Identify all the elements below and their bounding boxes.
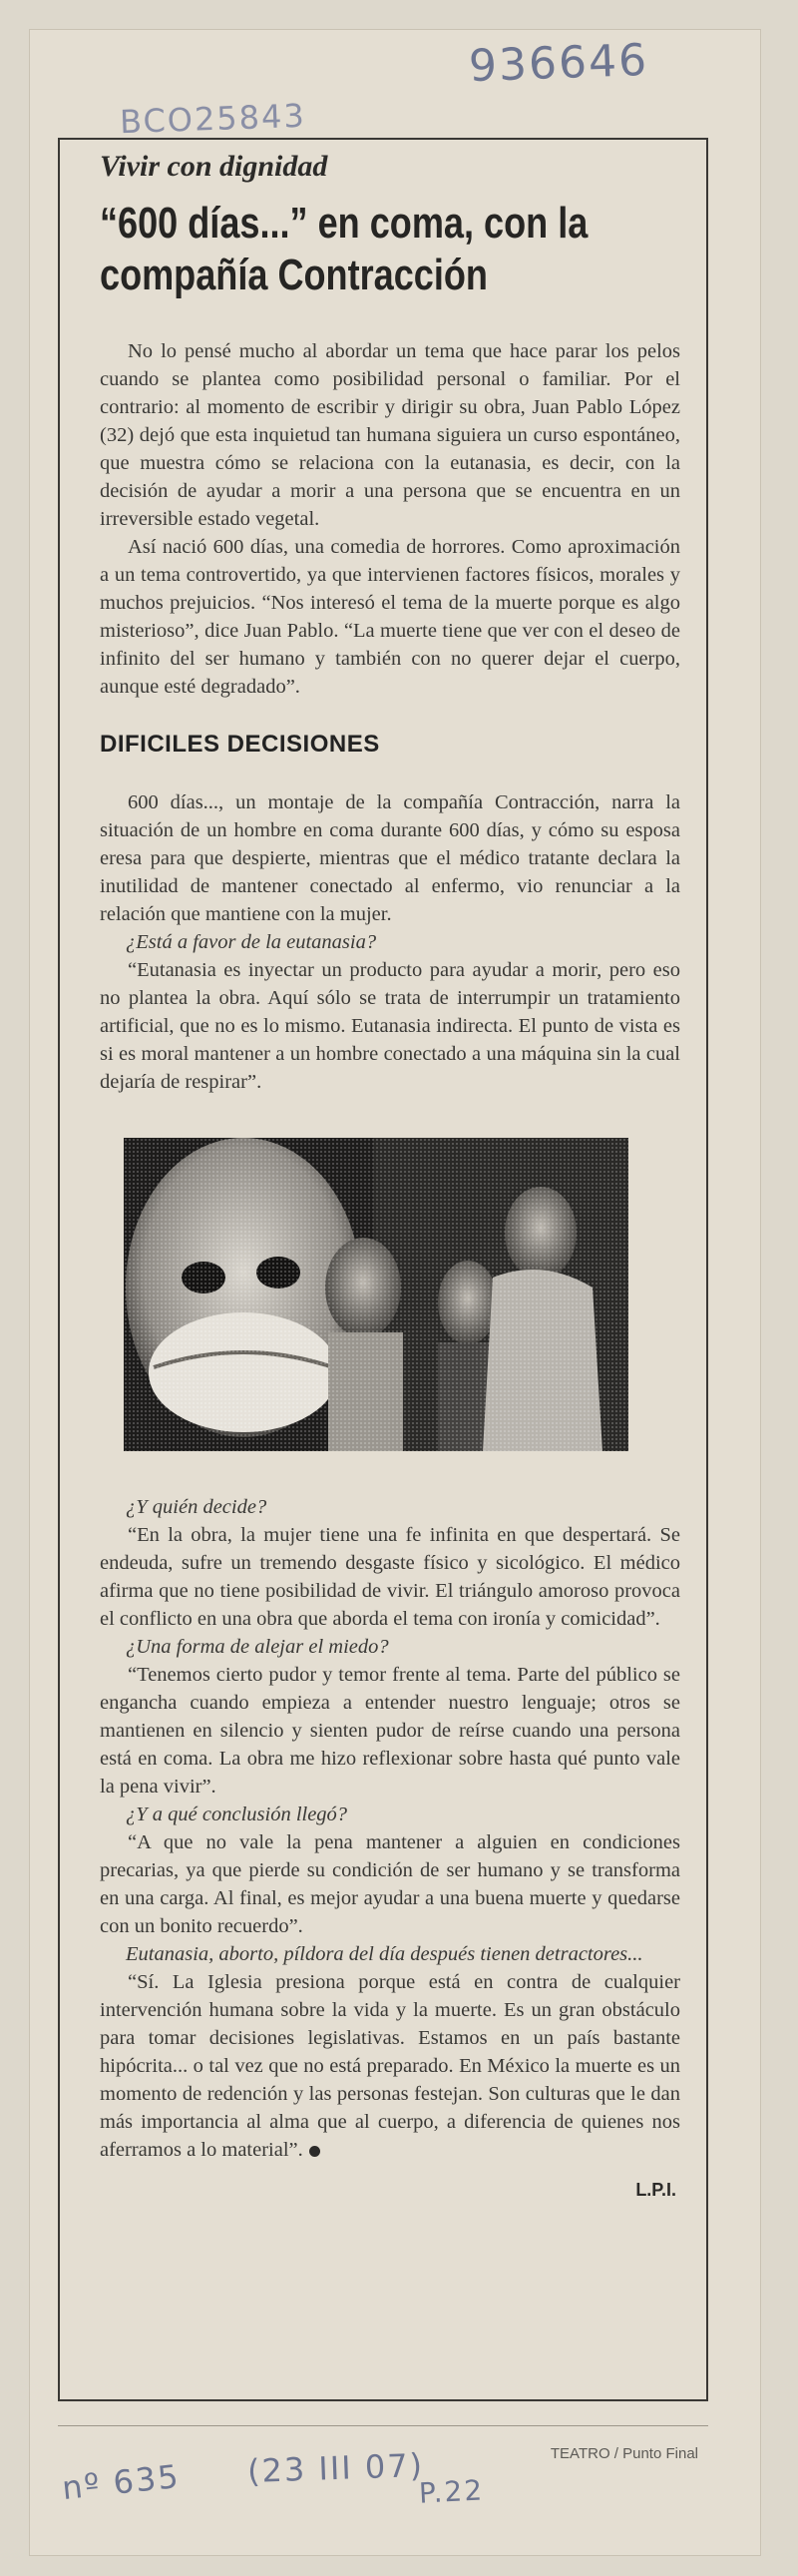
byline-initials: L.P.I. [635, 2180, 676, 2200]
paragraph: “Tenemos cierto pudor y temor frente al tema. Parte del público se engancha cuando empieza a entender nuestro lenguaje; otros se mantienen en silencio y sienten pudor de reírse cuando una persona está en coma. La obra me hizo reflexionar sobre hasta qué punto vale la pena vivir”. [100, 1664, 680, 1798]
photo-container [100, 1138, 680, 1451]
interview-question: ¿Y quién decide? [126, 1496, 267, 1518]
interview-question: Eutanasia, aborto, píldora del día después tienen detractores... [126, 1943, 643, 1965]
paragraph: 600 días..., un montaje de la compañía Contracción, narra la situación de un hombre en coma durante 600 días, y cómo su esposa eresa para que despierte, mientras que el médico tratante declara la inutilidad de mantener conectado al enfermo, vio renunciar a la relación que mantiene con la mujer. [100, 791, 680, 925]
paragraph: Así nació 600 días, una comedia de horrores. Como aproximación a un tema controvertido, ya que intervienen factores físicos, morales y muchos prejuicios. “Nos interesó el tema de la muerte porque es algo misterioso”, dice Juan Pablo. “La muerte tiene que ver con el deseo de infinito del ser humano y también con no querer dejar el cuerpo, aunque esté degradado”. [100, 536, 680, 698]
footer-divider [58, 2425, 708, 2426]
intro-body [100, 337, 680, 701]
interview-question: ¿Y a qué conclusión llegó? [126, 1803, 348, 1825]
article-headline: “600 días...” en coma, con la compañía Contracción [100, 199, 589, 299]
article [100, 150, 680, 2201]
paragraph: “Eutanasia es inyectar un producto para ayudar a morir, pero eso no plantea la obra. Aquí sólo se trata de interrumpir un tratamiento artificial, que no es lo mismo. Eutanasia indirecta. El punto de vista es si es moral mantener a un hombre conectado a una máquina sin la cual dejaría de respirar”. [100, 959, 680, 1093]
paragraph: “Sí. La Iglesia presiona porque está en contra de cualquier intervención humana sobre la vida y la muerte. Es un gran obstáculo para tomar decisiones legislativas. Estamos en un país bastante hipócrita... o tal vez que no está preparado. En México la muerte es un momento de redención y las personas festejan. Son culturas que le dan más importancia al alma que al cuerpo, a diferencia de quienes nos aferramos a lo material”. [100, 1971, 680, 2161]
interview-question: ¿Está a favor de la eutanasia? [126, 931, 377, 953]
interview-question: ¿Una forma de alejar el miedo? [126, 1636, 389, 1658]
section-heading: DIFICILES DECISIONES [100, 731, 380, 758]
paragraph: “A que no vale la pena mantener a alguien en condiciones precarias, ya que pierde su condición de ser humano y se transforma en una carga. Al final, es mejor ayudar a una buena muerte y quedarse con un bonito recuerdo”. [100, 1831, 680, 1937]
handwritten-item-number: nº 635 [60, 2456, 183, 2508]
handwritten-catalog-code: BCO25843 [119, 96, 307, 142]
interview-body [100, 1493, 680, 2164]
end-bullet-icon [309, 2146, 320, 2157]
paragraph: No lo pensé mucho al abordar un tema que hace parar los pelos cuando se plantea como posibilidad personal o familiar. Por el contrario: al momento de escribir y dirigir su obra, Juan Pablo López (32) dejó que esta inquietud tan humana siguiera un curso espontáneo, que muestra cómo se relaciona con la eutanasia, es decir, con la decisión de ayudar a morir a una persona que se encuentra en un irreversible estado vegetal. [100, 340, 680, 530]
handwritten-page: P.22 [418, 2473, 485, 2510]
handwritten-date: (23 III 07) [246, 2445, 425, 2491]
footer-source: TEATRO / Punto Final [550, 2445, 698, 2462]
handwritten-archive-number: 936646 [468, 34, 649, 93]
article-kicker: Vivir con dignidad [100, 150, 328, 183]
paragraph: “En la obra, la mujer tiene una fe infinita en que despertará. Se endeuda, sufre un tremendo desgaste físico y sicológico. El médico afirma que no tiene posibilidad de vivir. El triángulo amoroso provoca el conflicto en una obra que aborda el tema con ironía y comicidad”. [100, 1524, 680, 1630]
article-photo [124, 1138, 628, 1451]
section-body [100, 788, 680, 1096]
